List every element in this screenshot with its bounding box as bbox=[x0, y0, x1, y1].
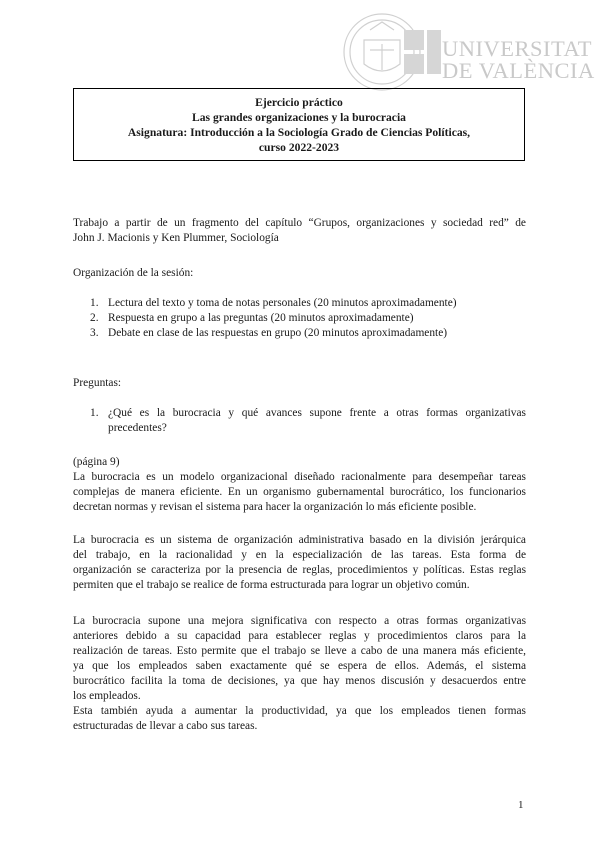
logo-line-1: UNIVERSITAT bbox=[442, 36, 592, 61]
intro-line-2: John J. Macionis y Ken Plummer, Sociología bbox=[73, 232, 279, 244]
answer-p3-line: ya que los empleados saben exactamente qué se espera de ellos. Además, el sistema bbox=[73, 660, 526, 672]
question-text-line-2: precedentes? bbox=[108, 422, 167, 434]
answer-p3-line: anteriores debido a su capacidad para establecer reglas y procedimientos claros para la bbox=[73, 630, 526, 642]
title-line-1: Ejercicio práctico bbox=[255, 96, 343, 109]
answer-p2-line: organización se caracteriza por la presencia de reglas, procedimientos y políticas. Estas reglas bbox=[73, 564, 526, 576]
session-list bbox=[73, 296, 526, 341]
list-item bbox=[73, 311, 526, 326]
answer-p2-line: del trabajo, en la racionalidad y en la especialización de las tareas. Esta forma de bbox=[73, 549, 526, 561]
session-heading: Organización de la sesión: bbox=[73, 267, 194, 279]
answer-paragraph-1 bbox=[73, 470, 526, 515]
answer-p3-line: estructuradas de llevar a cabo sus tareas. bbox=[73, 720, 258, 732]
answer-p1-line: La burocracia es un modelo organizacional diseñado racionalmente para desempeñar tareas bbox=[73, 471, 526, 483]
page-number: 1 bbox=[518, 799, 524, 811]
answer-p3-line: realización de tareas. Esto permite que el trabajo se lleve a cabo de una manera más eficiente, bbox=[73, 645, 526, 657]
intro-line-1: Trabajo a partir de un fragmento del capítulo “Grupos, organizaciones y sociedad red” de bbox=[73, 217, 526, 229]
list-item-text: Lectura del texto y toma de notas personales (20 minutos aproximadamente) bbox=[108, 297, 457, 309]
logo-line-2: DE VALÈNCIA bbox=[442, 58, 595, 83]
intro-paragraph bbox=[73, 216, 526, 246]
answer-p1-line: complejas de manera eficiente. En un organismo gubernamental burocrático, los funcionarios bbox=[73, 486, 526, 498]
title-box bbox=[73, 88, 525, 161]
question-number: 1. bbox=[90, 407, 99, 419]
answer-paragraph-2 bbox=[73, 533, 526, 593]
page-reference: (página 9) bbox=[73, 456, 120, 468]
title-line-2: Las grandes organizaciones y la burocracia bbox=[192, 111, 406, 124]
answer-p3-line: Esta también ayuda a aumentar la productividad, ya que los empleados tienen formas bbox=[73, 705, 526, 717]
answer-p2-line: permiten que el trabajo se realice de forma estructurada para lograr un objetivo común. bbox=[73, 579, 470, 591]
answer-p3-line: La burocracia supone una mejora significativa con respecto a otras formas organizativas bbox=[73, 615, 526, 627]
questions-list bbox=[73, 406, 526, 436]
answer-p1-line: decretan normas y revisan el sistema para hacer la organización lo más eficiente posible. bbox=[73, 501, 477, 513]
question-text-line-1: ¿Qué es la burocracia y qué avances supone frente a otras formas organizativas bbox=[108, 407, 526, 419]
list-item-text: Respuesta en grupo a las preguntas (20 minutos aproximadamente) bbox=[108, 312, 414, 324]
list-item bbox=[73, 296, 526, 311]
answer-p2-line: La burocracia es un sistema de organización administrativa basado en la división jerárquica bbox=[73, 534, 526, 546]
answer-paragraph-3 bbox=[73, 614, 526, 734]
title-line-4: curso 2022-2023 bbox=[258, 141, 340, 154]
questions-heading: Preguntas: bbox=[73, 377, 122, 389]
list-item-text: Debate en clase de las respuestas en grupo (20 minutos aproximadamente) bbox=[108, 327, 448, 339]
question-item bbox=[73, 406, 526, 436]
list-item-number: 1. bbox=[90, 297, 99, 309]
university-logo-text bbox=[442, 36, 595, 83]
list-item-number: 2. bbox=[90, 312, 99, 324]
title-line-3: Asignatura: Introducción a la Sociología Grado de Ciencias Políticas, bbox=[127, 126, 471, 139]
answer-p3-line: burocrático facilita la toma de decisiones, ya que hay menos discusión y desacuerdos entre bbox=[73, 675, 526, 687]
list-item bbox=[73, 326, 526, 341]
list-item-number: 3. bbox=[90, 327, 99, 339]
answer-p3-line: los empleados. bbox=[73, 690, 141, 702]
